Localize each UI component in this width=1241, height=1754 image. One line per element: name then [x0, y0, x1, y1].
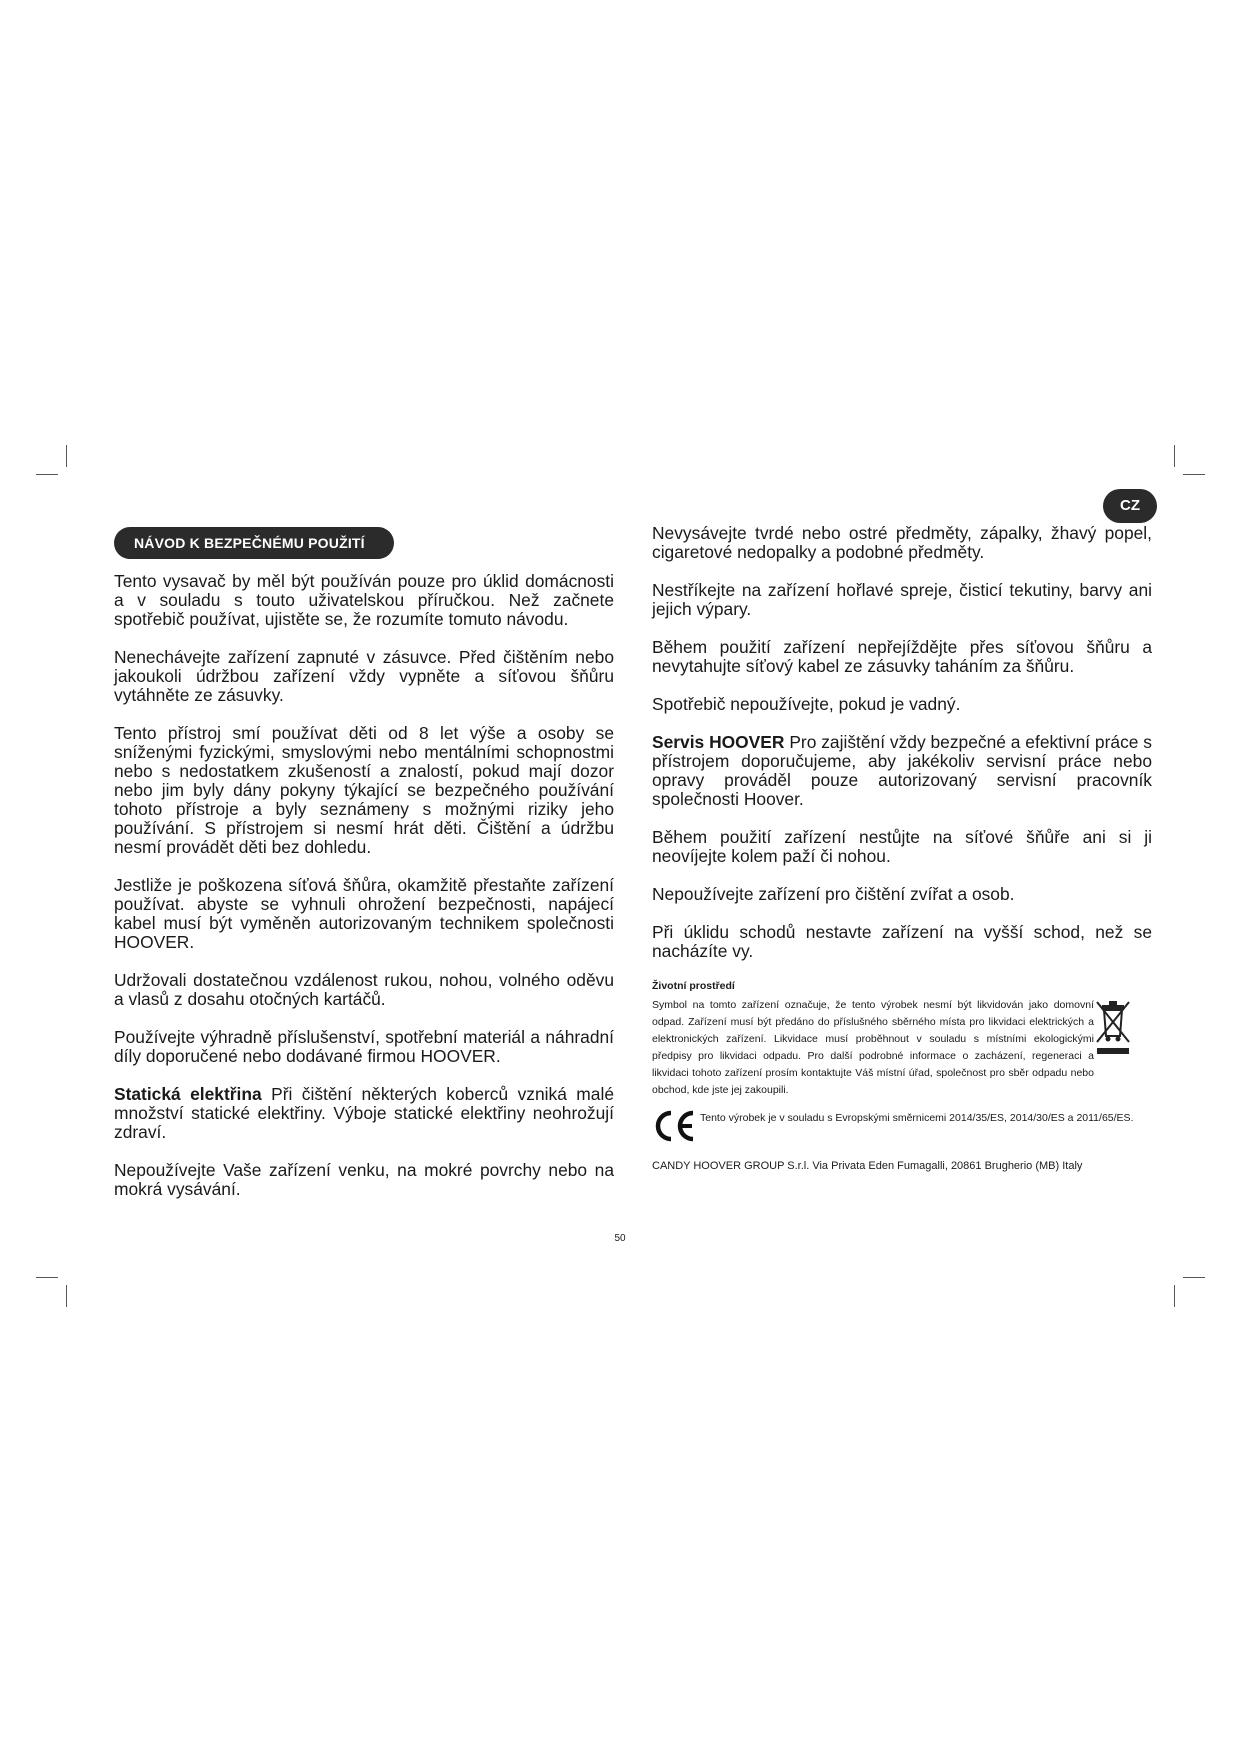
paragraph-static-electricity: Statická elektřina Při čištění některých koberců vzniká malé množství statické elektřiny. Výboje statické elektřiny neohrožují zdraví.: [114, 1084, 614, 1142]
paragraph: Jestliže je poškozena síťová šňůra, okamžitě přestaňte zařízení používat. abyste se vyhnuli ohrožení bezpečnosti, napájecí kabel musí být vyměněn autorizovaným technikem společnosti HOOVER.: [114, 875, 614, 952]
ce-text: Tento výrobek je v souladu s Evropskými směrnicemi 2014/35/ES, 2014/30/ES a 2011/65/ES.: [700, 1112, 1134, 1124]
paragraph: Nenechávejte zařízení zapnuté v zásuvce. Před čištěním nebo jakoukoli údržbou zařízení vždy vypněte a síťovou šňůru vytáhněte ze zásuvky.: [114, 647, 614, 705]
language-badge: CZ: [1103, 489, 1157, 523]
environment-text: Symbol na tomto zařízení označuje, že tento výrobek nesmí být likvidován jako domovní odpad. Zařízení musí být předáno do příslušného sběrného místa pro likvidaci elektrických a elektronických zařízení. Likvidace musí proběhnout v souladu s místními ekologickými předpisy pro likvidaci odpadu. Pro další podrobné informace o zacházení, regeneraci a likvidaci tohoto zařízení prosím kontaktujte Váš místní úřad, společnost pro sběr odpadu nebo obchod, kde jste jej zakoupili.: [652, 999, 1094, 1096]
weee-crossed-bin-icon: [1093, 996, 1133, 1056]
crop-mark: [36, 1277, 58, 1278]
page-number: 50: [614, 1233, 626, 1244]
paragraph: Používejte výhradně příslušenství, spotřební materiál a náhradní díly doporučené nebo dodávané firmou HOOVER.: [114, 1027, 614, 1066]
paragraph: Během použití zařízení nestůjte na síťové šňůře ani si ji neovíjejte kolem paží či nohou.: [652, 827, 1152, 866]
paragraph-service: Servis HOOVER Pro zajištění vždy bezpečné a efektivní práce s přístrojem doporučujeme, aby jakékoliv servisní práce nebo opravy prováděl pouze autorizovaný servisní pracovník společnosti Hoover.: [652, 732, 1152, 809]
company-address: CANDY HOOVER GROUP S.r.l. Via Privata Eden Fumagalli, 20861 Brugherio (MB) Italy: [652, 1160, 1083, 1172]
paragraph: Tento vysavač by měl být používán pouze pro úklid domácnosti a v souladu s touto uživatelskou příručkou. Než začnete spotřebič používat, ujistěte se, že rozumíte tomuto návodu.: [114, 571, 614, 629]
right-column: [652, 524, 1152, 961]
environment-section: [652, 978, 1132, 1099]
paragraph: Nepoužívejte zařízení pro čištění zvířat a osob.: [652, 884, 1015, 904]
paragraph: Při úklidu schodů nestavte zařízení na vyšší schod, než se nacházíte vy.: [652, 922, 1152, 961]
left-column: [114, 572, 614, 1199]
paragraph-heading: Statická elektřina: [114, 1084, 262, 1104]
paragraph: Udržovali dostatečnou vzdálenost rukou, nohou, volného oděvu a vlasů z dosahu otočných kartáčů.: [114, 970, 614, 1009]
paragraph: Nestříkejte na zařízení hořlavé spreje, čisticí tekutiny, barvy ani jejich výpary.: [652, 580, 1152, 619]
ce-mark-icon: [652, 1108, 698, 1144]
paragraph: Nevysávejte tvrdé nebo ostré předměty, zápalky, žhavý popel, cigaretové nedopalky a podobné předměty.: [652, 523, 1152, 562]
paragraph: Nepoužívejte Vaše zařízení venku, na mokré povrchy nebo na mokrá vysávání.: [114, 1160, 614, 1199]
section-title: NÁVOD K BEZPEČNÉMU POUŽITÍ: [114, 527, 394, 559]
crop-mark: [1174, 1285, 1175, 1307]
crop-mark: [66, 1285, 67, 1307]
crop-mark: [66, 445, 67, 467]
paragraph: Spotřebič nepoužívejte, pokud je vadný.: [652, 694, 961, 714]
crop-mark: [1174, 445, 1175, 467]
crop-mark: [1183, 1277, 1205, 1278]
environment-title: Životní prostředí: [652, 980, 735, 992]
paragraph-heading: Servis HOOVER: [652, 732, 785, 752]
crop-mark: [1183, 474, 1205, 475]
paragraph: Tento přístroj smí používat děti od 8 let výše a osoby se sníženými fyzickými, smyslovými nebo mentálními schopnostmi nebo s nedostatkem zkušeností a znalostí, pokud mají dozor nebo jim byly dány pokyny týkající se bezpečného používání tohoto přístroje a byly seznámeny s možnými riziky jeho používání. S přístrojem si nesmí hrát děti. Čištění a údržbu nesmí provádět děti bez dohledu.: [114, 723, 614, 857]
paragraph: Během použití zařízení nepřejíždějte přes síťovou šňůru a nevytahujte síťový kabel ze zásuvky taháním za šňůru.: [652, 637, 1152, 676]
crop-mark: [36, 474, 58, 475]
ce-declaration: [652, 1108, 1152, 1148]
